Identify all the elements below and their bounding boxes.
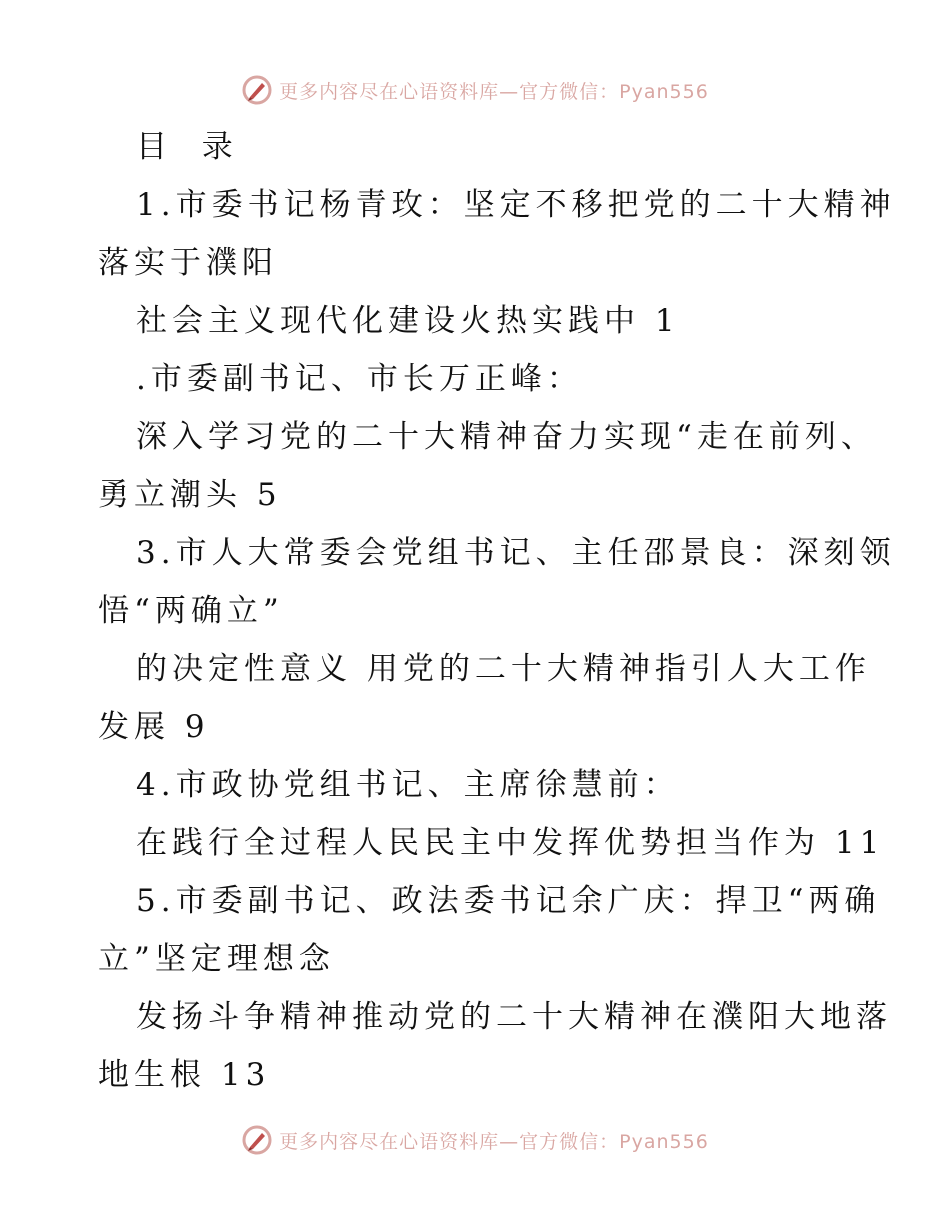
toc-line: 深入学习党的二十大精神奋力实现“走在前列、 [136, 419, 877, 455]
pen-logo-icon [241, 1124, 273, 1156]
toc-line: .市委副书记、市长万正峰： [136, 361, 583, 397]
toc-line: 3.市人大常委会党组书记、主任邵景良：深刻领 [136, 535, 896, 571]
toc-line: 1.市委书记杨青玫：坚定不移把党的二十大精神 [136, 187, 896, 223]
watermark-banner-top [0, 70, 950, 110]
toc-line: 5.市委副书记、政法委书记余广庆：捍卫“两确 [136, 883, 881, 919]
toc-line: 勇立潮头 5 [98, 477, 282, 513]
toc-line: 落实于濮阳 [98, 245, 278, 281]
toc-line: 4.市政协党组书记、主席徐慧前： [136, 767, 680, 803]
toc-line: 社会主义现代化建设火热实践中 1 [136, 303, 680, 339]
toc-line: 发扬斗争精神推动党的二十大精神在濮阳大地落 [136, 999, 892, 1035]
watermark-banner-bottom [0, 1120, 950, 1160]
toc-line: 在践行全过程人民民主中发挥优势担当作为 11 [136, 825, 885, 861]
table-of-contents [98, 118, 896, 1104]
toc-line: 地生根 13 [98, 1057, 271, 1093]
pen-logo-icon [241, 74, 273, 106]
watermark-text: 更多内容尽在心语资料库—官方微信：Pyan556 [279, 80, 709, 103]
toc-line: 的决定性意义 用党的二十大精神指引人大工作 [136, 651, 871, 687]
toc-title: 目 录 [136, 129, 238, 165]
toc-line: 立”坚定理想念 [98, 941, 335, 977]
toc-line: 发展 9 [98, 709, 210, 745]
toc-line: 悟“两确立” [98, 593, 284, 629]
watermark-text: 更多内容尽在心语资料库—官方微信：Pyan556 [279, 1130, 709, 1153]
